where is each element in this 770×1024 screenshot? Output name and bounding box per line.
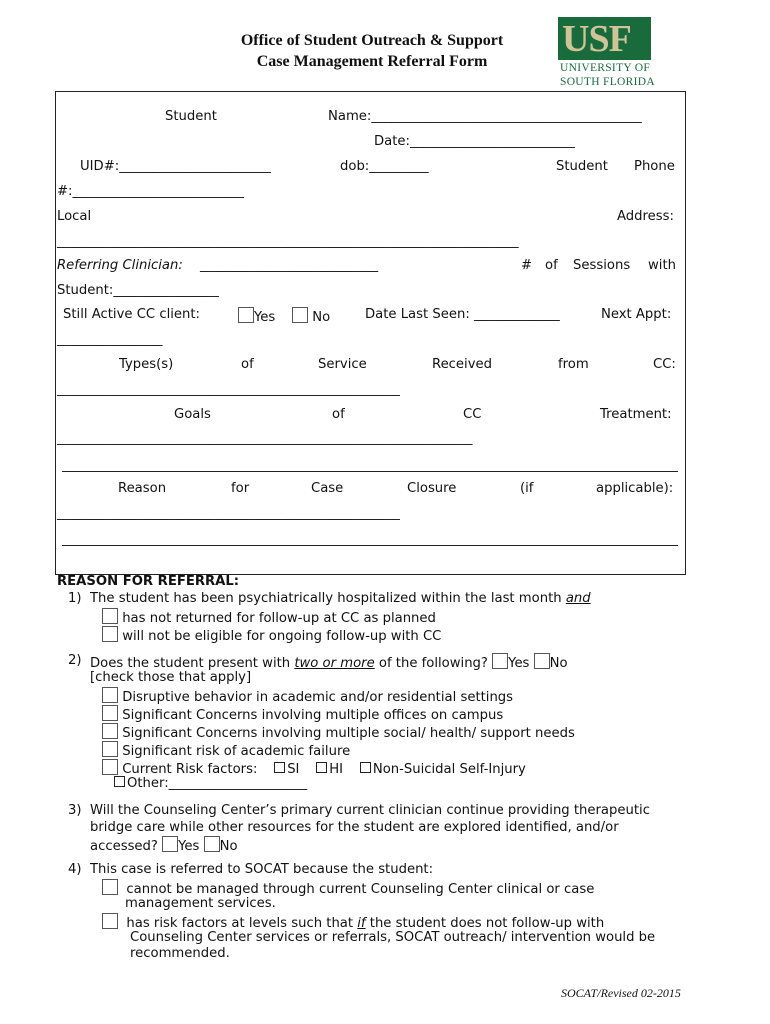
q2-option1-checkbox[interactable] bbox=[102, 687, 118, 703]
types-word2: of bbox=[241, 357, 254, 372]
usf-logo-text: USF bbox=[562, 18, 631, 60]
address-field[interactable]: ______________________________________________________________________ bbox=[57, 234, 519, 249]
q2-option3-checkbox[interactable] bbox=[102, 723, 118, 739]
q2-option2-label: Significant Concerns involving multiple offices on campus bbox=[122, 708, 504, 723]
types-of-service-field[interactable]: ____________________________________________________ bbox=[57, 382, 400, 397]
goals-field[interactable]: _______________________________________________________________ bbox=[57, 431, 473, 446]
si-label: SI bbox=[287, 762, 300, 777]
q2-option1-label: Disruptive behavior in academic and/or residential settings bbox=[122, 690, 514, 705]
goals-word3: CC bbox=[463, 407, 482, 422]
si-checkbox[interactable] bbox=[274, 762, 285, 773]
still-active-no-option[interactable] bbox=[292, 307, 330, 325]
phone-field[interactable]: #:__________________________ bbox=[57, 184, 244, 199]
q2-other[interactable] bbox=[114, 776, 307, 791]
q2-no-label: No bbox=[549, 656, 568, 671]
q2-pre: Does the student present with bbox=[90, 656, 291, 671]
q1-text-main: The student has been psychiatrically hospitalized within the last month bbox=[90, 591, 562, 606]
q2-no-checkbox[interactable] bbox=[534, 653, 550, 669]
q3-number: 3) bbox=[68, 803, 82, 818]
q4-option1-checkbox[interactable] bbox=[102, 879, 118, 895]
reason-word2: for bbox=[231, 481, 250, 496]
address-label: Address: bbox=[617, 209, 674, 224]
reason-word3: Case bbox=[311, 481, 344, 496]
q2-number: 2) bbox=[68, 653, 82, 668]
q2-option1[interactable] bbox=[102, 687, 513, 705]
date-last-seen-field[interactable]: Date Last Seen: _____________ bbox=[365, 307, 560, 322]
q2-option3-label: Significant Concerns involving multiple social/ health/ support needs bbox=[122, 726, 575, 741]
hi-checkbox[interactable] bbox=[316, 762, 327, 773]
q4-number: 4) bbox=[68, 862, 82, 877]
q4-option1-line2: management services. bbox=[125, 896, 276, 911]
no-checkbox[interactable] bbox=[292, 307, 308, 323]
q2-option2[interactable] bbox=[102, 705, 503, 723]
next-appt-field[interactable]: ________________ bbox=[57, 332, 163, 347]
q1-and: and bbox=[565, 591, 591, 606]
sessions-student-field[interactable]: Student:________________ bbox=[57, 283, 219, 298]
q2-yes-checkbox[interactable] bbox=[492, 653, 508, 669]
referring-clinician-label: Referring Clinician: bbox=[57, 258, 183, 273]
types-word1: Types(s) bbox=[119, 357, 174, 372]
usf-logo-sub1: UNIVERSITY OF bbox=[560, 62, 651, 74]
still-active-label: Still Active CC client: bbox=[63, 307, 200, 322]
next-appt-label: Next Appt: bbox=[601, 307, 672, 322]
q3-yes-label: Yes bbox=[178, 839, 200, 854]
form-title-line1: Office of Student Outreach & Support bbox=[240, 32, 504, 49]
q4-option1-line1: cannot be managed through current Counseling Center clinical or case bbox=[126, 882, 595, 897]
q3-yes-checkbox[interactable] bbox=[162, 836, 178, 852]
q4-option2-post: the student does not follow-up with bbox=[369, 916, 605, 931]
q4-option2-if: if bbox=[357, 916, 366, 931]
goals-word2: of bbox=[332, 407, 345, 422]
q2-option5[interactable] bbox=[102, 759, 526, 777]
q2-yes-label: Yes bbox=[508, 656, 530, 671]
local-label: Local bbox=[57, 209, 92, 224]
q2-emphasis: two or more bbox=[294, 656, 375, 671]
q2-option5-checkbox[interactable] bbox=[102, 759, 118, 775]
usf-logo bbox=[558, 17, 658, 91]
still-active-yes-option[interactable] bbox=[238, 307, 275, 325]
types-word5: from bbox=[558, 357, 589, 372]
goals-extra-line[interactable] bbox=[62, 471, 678, 472]
other-field[interactable]: Other:_____________________ bbox=[127, 776, 308, 791]
sessions-with: with bbox=[648, 258, 676, 273]
no-label: No bbox=[312, 310, 331, 325]
referring-clinician-field[interactable]: ___________________________ bbox=[200, 258, 379, 273]
q1-option2-checkbox[interactable] bbox=[102, 626, 118, 642]
q2-text bbox=[90, 653, 568, 671]
dob-field[interactable]: dob:_________ bbox=[340, 159, 429, 174]
nssi-checkbox[interactable] bbox=[360, 762, 371, 773]
yes-checkbox[interactable] bbox=[238, 307, 254, 323]
q4-text: This case is referred to SOCAT because the student: bbox=[90, 862, 434, 877]
q2-option4[interactable] bbox=[102, 741, 350, 759]
uid-field[interactable]: UID#:_______________________ bbox=[80, 159, 271, 174]
types-word4: Received bbox=[432, 357, 492, 372]
usf-logo-box bbox=[558, 17, 651, 60]
goals-word4: Treatment: bbox=[600, 407, 672, 422]
reason-word1: Reason bbox=[118, 481, 167, 496]
revision-footer: SOCAT/Revised 02-2015 bbox=[561, 986, 681, 1000]
q4-option2-pre: has risk factors at levels such that bbox=[126, 916, 354, 931]
form-title-line2: Case Management Referral Form bbox=[256, 53, 488, 70]
q2-option4-checkbox[interactable] bbox=[102, 741, 118, 757]
q4-option2-line3: recommended. bbox=[130, 946, 230, 961]
nssi-label: Non-Suicidal Self-Injury bbox=[372, 762, 526, 777]
reason-word4: Closure bbox=[407, 481, 457, 496]
q3-line2: bridge care while other resources for the student are explored identified, and/or bbox=[90, 820, 619, 835]
q1-option2[interactable] bbox=[102, 626, 441, 644]
student-name-field[interactable]: Name:_________________________________________ bbox=[328, 109, 642, 124]
q1-option1-checkbox[interactable] bbox=[102, 608, 118, 624]
q4-option2-line2: Counseling Center services or referrals, SOCAT outreach/ intervention would be bbox=[130, 930, 656, 945]
types-word3: Service bbox=[318, 357, 367, 372]
q2-option3[interactable] bbox=[102, 723, 575, 741]
q1-option1[interactable] bbox=[102, 608, 436, 626]
reason-word5: (if bbox=[520, 481, 534, 496]
q3-line3 bbox=[90, 836, 238, 854]
q4-option2-checkbox[interactable] bbox=[102, 913, 118, 929]
yes-label: Yes bbox=[254, 310, 276, 325]
reason-word6: applicable): bbox=[596, 481, 674, 496]
hi-label: HI bbox=[329, 762, 344, 777]
q4-option1[interactable] bbox=[102, 879, 594, 897]
q1-option2-label: will not be eligible for ongoing follow-up with CC bbox=[122, 629, 442, 644]
sessions-hash: # bbox=[521, 258, 533, 273]
q2-option4-label: Significant risk of academic failure bbox=[122, 744, 351, 759]
q3-accessed: accessed? bbox=[90, 839, 158, 854]
q2-post: of the following? bbox=[378, 656, 488, 671]
reason-extra-line[interactable] bbox=[62, 545, 678, 546]
q4-option2[interactable] bbox=[102, 913, 604, 931]
student-label: Student bbox=[165, 109, 217, 124]
goals-word1: Goals bbox=[174, 407, 211, 422]
student-phone-label: Student bbox=[556, 159, 608, 174]
reason-heading: REASON FOR REFERRAL: bbox=[57, 574, 240, 589]
q3-line1: Will the Counseling Center’s primary current clinician continue providing therapeutic bbox=[90, 803, 650, 818]
q3-no-checkbox[interactable] bbox=[204, 836, 220, 852]
phone-label: Phone bbox=[634, 159, 675, 174]
usf-logo-sub2: SOUTH FLORIDA bbox=[560, 76, 655, 88]
date-field[interactable]: Date:_________________________ bbox=[374, 134, 575, 149]
sessions-word: Sessions bbox=[573, 258, 631, 273]
reason-closure-field[interactable]: ____________________________________________________ bbox=[57, 506, 400, 521]
q2-check-instruction: [check those that apply] bbox=[90, 670, 252, 685]
q3-no-label: No bbox=[219, 839, 238, 854]
q1-text bbox=[90, 591, 591, 606]
q2-option5-label: Current Risk factors: bbox=[122, 762, 258, 777]
q1-option1-label: has not returned for follow-up at CC as planned bbox=[122, 611, 436, 626]
q1-number: 1) bbox=[68, 591, 82, 606]
other-checkbox[interactable] bbox=[114, 776, 125, 787]
types-word6: CC: bbox=[653, 357, 676, 372]
sessions-of: of bbox=[545, 258, 558, 273]
q2-option2-checkbox[interactable] bbox=[102, 705, 118, 721]
